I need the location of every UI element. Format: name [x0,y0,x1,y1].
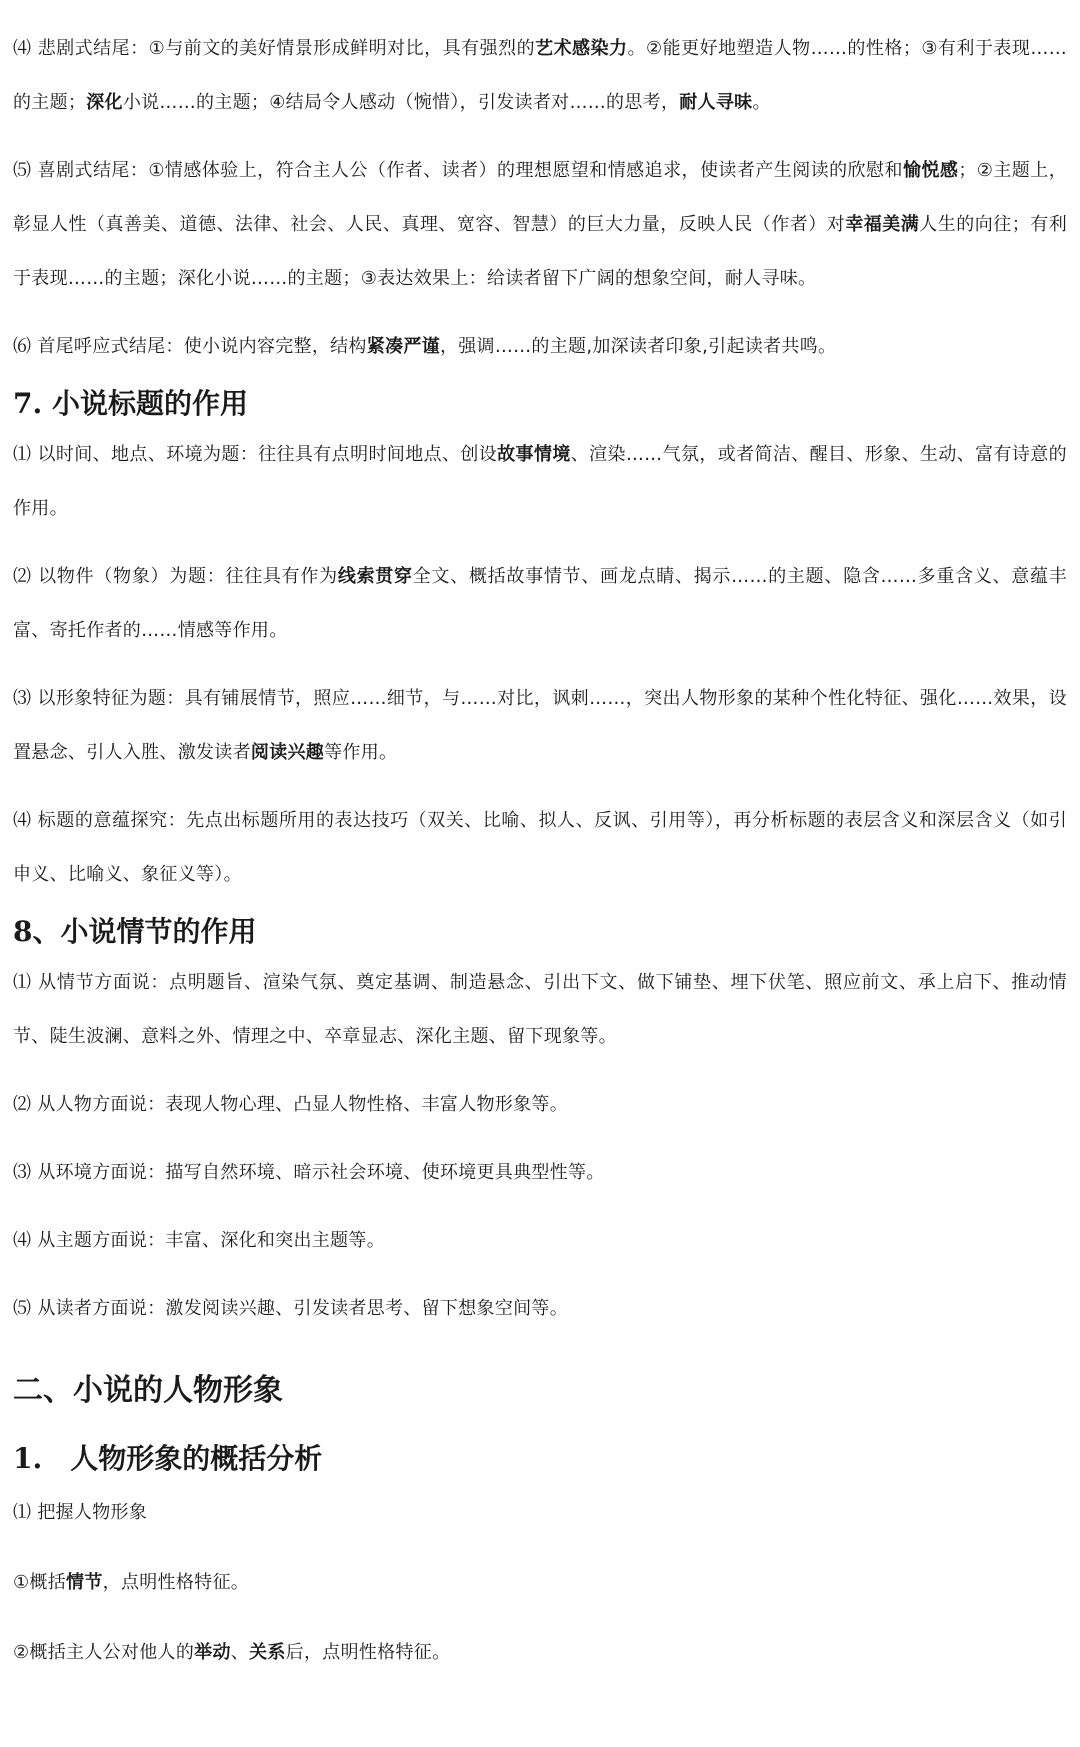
part-2-item-1 [13,1486,1067,1540]
bold-phrase: 耐人寻味 [679,92,753,113]
section-7-item-2 [13,550,1067,658]
text-run: ②概括主人公对他人的 [13,1642,195,1663]
section-7-item-1 [13,428,1067,536]
section-8-item-5 [13,1282,1067,1336]
text-run: 全文、概括故事情节、画龙点睛、揭示……的主题、隐含……多重含义、意蕴丰富、寄托作者的……情感等作用。 [13,566,1067,641]
text-run: ⑷ 悲剧式结尾：①与前文的美好情景形成鲜明对比，具有强烈的 [13,38,536,59]
paragraph-tragic-ending [13,22,1067,130]
text-run: 小说……的主题；④结局令人感动（惋惜），引发读者对……的思考， [122,92,680,113]
text-run: ①概括 [13,1572,67,1593]
text-run: ⑸ 从读者方面说：激发阅读兴趣、引发读者思考、留下想象空间等。 [13,1298,569,1319]
section-8-item-4 [13,1214,1067,1268]
text-run: ，强调……的主题,加深读者印象,引起读者共鸣。 [439,336,837,357]
part-2-item-2 [13,1556,1067,1610]
section-7-heading: 7. 小说标题的作用 [13,387,248,420]
text-run: ，点明性格特征。 [102,1572,250,1593]
text-run: 后，点明性格特征。 [285,1642,451,1663]
text-run: ⑶ 从环境方面说：描写自然环境、暗示社会环境、使环境更具典型性等。 [13,1162,605,1183]
text-run: ⑹ 首尾呼应式结尾：使小说内容完整，结构 [13,336,367,357]
section-8-item-3 [13,1146,1067,1200]
bold-phrase: 故事情境 [497,444,571,465]
bold-phrase: 深化 [86,92,123,113]
document-page [13,22,1067,1696]
text-run: ⑶ 以形象特征为题：具有铺展情节，照应……细节，与……对比，讽刺……，突出人物形象的某种个性化特征、强化……效果，设置悬念、引人入胜、激发读者 [13,688,1067,763]
text-run: ⑴ 从情节方面说：点明题旨、渲染气氛、奠定基调、制造悬念、引出下文、做下铺垫、埋下伏笔、照应前文、承上启下、推动情节、陡生波澜、意料之外、情理之中、卒章显志、深化主题、留下现象等。 [13,972,1067,1047]
bold-phrase: 线索贯穿 [337,566,413,587]
text-run: 、 [230,1642,250,1663]
section-7-item-3 [13,672,1067,780]
bold-phrase: 阅读兴趣 [250,742,325,763]
section-7-item-4 [13,794,1067,902]
text-run: ⑴ 把握人物形象 [13,1502,148,1523]
text-run: ⑷ 从主题方面说：丰富、深化和突出主题等。 [13,1230,386,1251]
text-run: 等作用。 [324,742,398,763]
section-8-item-2 [13,1078,1067,1132]
text-run: ⑷ 标题的意蕴探究：先点出标题所用的表达技巧（双关、比喻、拟人、反讽、引用等），再分析标题的表层含义和深层含义（如引申义、比喻义、象征义等）。 [13,810,1067,885]
bold-phrase: 关系 [249,1642,286,1663]
bold-phrase: 情节 [66,1572,103,1593]
bold-phrase: 艺术感染力 [535,38,628,59]
text-run: ⑸ 喜剧式结尾：①情感体验上，符合主人公（作者、读者）的理想愿望和情感追求，使读者产生阅读的欣慰和 [13,160,903,181]
paragraph-echo-ending [13,320,1067,374]
text-run: 。 [752,92,771,113]
part-2-sub-heading: 1. 人物形象的概括分析 [13,1442,323,1475]
bold-phrase: 举动 [194,1642,231,1663]
bold-phrase: 紧凑严谨 [366,336,440,357]
section-8-heading: 8、小说情节的作用 [13,915,257,948]
part-2-heading: 二、小说的人物形象 [13,1373,283,1408]
bold-phrase: 幸福美满 [845,214,920,235]
text-run: 人生的向往；有利于表现……的主题；深化小说……的主题；③表达效果上：给读者留下广阔的想象空间，耐人寻味。 [13,214,1067,289]
section-8-item-1 [13,956,1067,1064]
text-run: 、渲染……气氛，或者简洁、醒目、形象、生动、富有诗意的作用。 [13,444,1067,519]
text-run: ；②主题上，彰显人性（真善美、道德、法律、社会、人民、真理、宽容、智慧）的巨大力量，反映人民（作者）对 [13,160,1068,235]
text-run: 。②能更好地塑造人物……的性格；③有利于表现……的主题； [13,38,1067,113]
bold-phrase: 愉悦感 [902,160,959,181]
text-run: ⑵ 从人物方面说：表现人物心理、凸显人物性格、丰富人物形象等。 [13,1094,569,1115]
text-run: ⑵ 以物件（物象）为题：往往具有作为 [13,566,338,587]
paragraph-comedy-ending [13,144,1067,306]
text-run: ⑴ 以时间、地点、环境为题：往往具有点明时间地点、创设 [13,444,498,465]
part-2-item-3 [13,1626,1067,1680]
